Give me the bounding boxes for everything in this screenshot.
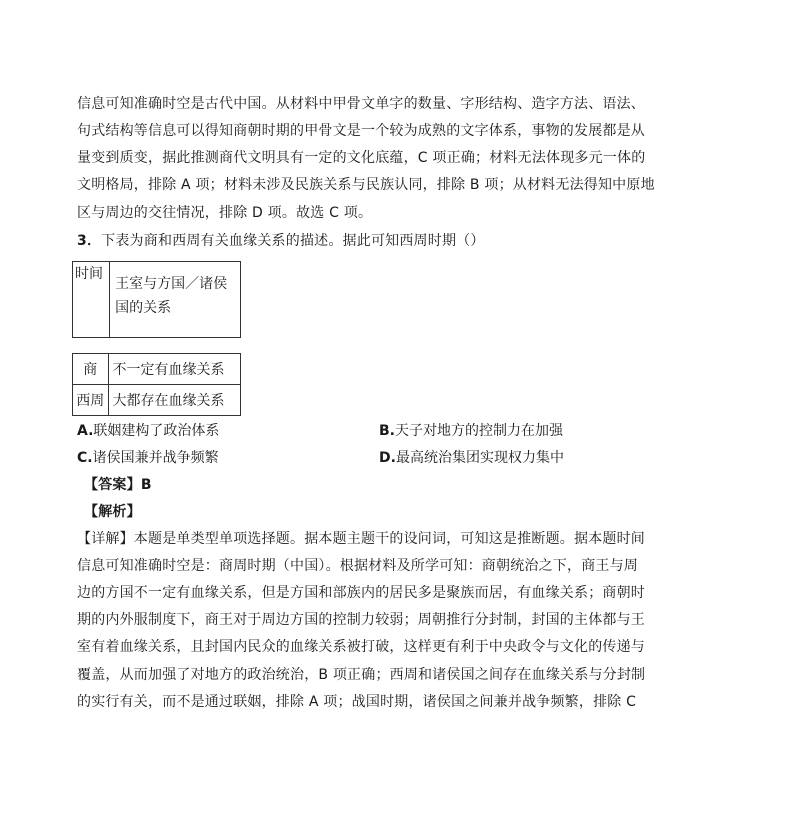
detail-line: 室有着血缘关系，且封国内民众的血缘关系被打破，这样更有利于中央政令与文化的传递与 (77, 639, 645, 655)
detail-line: 信息可知准确时空是：商周时期（中国）。根据材料及所学可知：商朝统治之下，商王与周 (77, 558, 638, 574)
header-table (72, 261, 241, 338)
paragraph-line: 量变到质变，据此推测商代文明具有一定的文化底蕴，C 项正确；材料无法体现多元一体的 (77, 150, 646, 166)
table-cell-relation-header: 王室与方国／诸侯国的关系 (110, 262, 241, 338)
option-text: 联姻建构了政治体系 (93, 423, 220, 439)
table-cell-period: 西周 (73, 385, 109, 416)
table-cell-relation: 不一定有血缘关系 (108, 354, 240, 385)
option-text: 天子对地方的控制力在加强 (395, 423, 563, 439)
table-row (73, 262, 241, 338)
option-text: 最高统治集团实现权力集中 (395, 450, 564, 466)
detail-line: 边的方国不一定有血缘关系，但是方国和部族内的居民多是聚族而居，有血缘关系；商朝时 (77, 585, 645, 601)
analysis-label: 【解析】 (84, 504, 141, 520)
option-letter: B. (379, 423, 395, 439)
question-text (77, 232, 485, 250)
detail-line: 覆盖，从而加强了对地方的政治统治，B 项正确；西周和诸侯国之间存在血缘关系与分封制 (77, 667, 646, 683)
option-letter: A. (77, 423, 94, 439)
relation-table (72, 353, 241, 416)
paragraph-line: 文明格局，排除 A 项；材料未涉及民族关系与民族认同，排除 B 项；从材料无法得知中原地 (77, 177, 655, 193)
question-number: 3． (77, 233, 102, 249)
option-letter: D. (379, 450, 396, 466)
detail-line: 的实行有关，而不是通过联姻，排除 A 项；战国时期，诸侯国之间兼并战争频繁，排除 C (77, 694, 637, 710)
detail-line: 【详解】本题是单类型单项选择题。据本题主题干的设问词，可知这是推断题。据本题时间 (77, 531, 645, 547)
answer-line (84, 476, 152, 494)
answer-label: 【答案】 (84, 477, 141, 493)
table-cell-relation: 大都存在血缘关系 (108, 385, 240, 416)
option-d (379, 449, 564, 467)
table-cell-period: 商 (73, 354, 109, 385)
question-stem: 下表为商和西周有关血缘关系的描述。据此可知西周时期（） (101, 233, 485, 249)
answer-value: B (140, 477, 152, 493)
detail-line: 期的内外服制度下，商王对于周边方国的控制力较弱；周朝推行分封制，封国的主体都与王 (77, 612, 645, 628)
option-text: 诸侯国兼并战争频繁 (92, 450, 219, 466)
paragraph-line: 句式结构等信息可以得知商朝时期的甲骨文是一个较为成熟的文字体系，事物的发展都是从 (77, 123, 645, 139)
table-row (73, 385, 241, 416)
option-b (379, 422, 563, 440)
option-a (77, 422, 219, 440)
option-letter: C. (77, 450, 93, 466)
table-cell-time-header: 时间 (73, 262, 110, 338)
paragraph-line: 区与周边的交往情况，排除 D 项。故选 C 项。 (77, 205, 373, 221)
paragraph-line: 信息可知准确时空是古代中国。从材料中甲骨文单字的数量、字形结构、造字方法、语法、 (77, 96, 645, 112)
table-row (73, 354, 241, 385)
option-c (77, 449, 219, 467)
